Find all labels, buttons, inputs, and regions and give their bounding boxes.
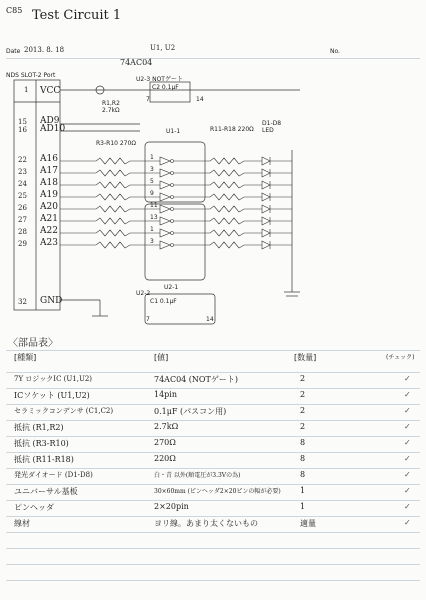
ic-part: 74AC04 <box>120 58 153 67</box>
connector-pin-number: 22 <box>18 156 27 164</box>
bom-row <box>14 486 420 499</box>
col-check: (チェック) <box>386 354 415 361</box>
connector-pin-name: A16 <box>40 154 58 164</box>
bom-row <box>14 470 420 483</box>
led-symbol <box>262 217 270 225</box>
header-label: NDS SLOT-2 Port <box>6 72 56 79</box>
led-trace <box>174 170 262 176</box>
led-trace <box>174 242 262 248</box>
bom-qty-cell: 8 <box>300 454 306 463</box>
led-trace <box>174 182 262 188</box>
connector-pin-number: 24 <box>18 180 27 188</box>
inverter-gate <box>160 205 170 213</box>
bom-value-cell: 2.7kΩ <box>154 422 179 431</box>
connector-pin-number: 26 <box>18 204 27 212</box>
ruled-line <box>6 404 420 405</box>
gate-pin-number: 9 <box>150 190 154 197</box>
u2-cap-bottom-label: U2-2 <box>136 290 151 297</box>
led-symbol <box>262 157 270 165</box>
connector-pin-number: 23 <box>18 168 27 176</box>
bom-qty-cell: 適量 <box>300 519 316 528</box>
ruled-line <box>6 452 420 453</box>
ruled-line <box>6 580 420 581</box>
bom-value-cell: 14pin <box>154 390 178 399</box>
connector-pin-name: AD10 <box>40 124 66 134</box>
connector-pin-name: A21 <box>40 214 58 224</box>
ruled-line <box>6 350 420 351</box>
bom-row <box>14 502 420 515</box>
bom-qty-cell: 2 <box>300 422 306 431</box>
ruled-line <box>6 500 420 501</box>
inverter-gate <box>160 169 170 177</box>
bom-qty-cell: 8 <box>300 470 306 479</box>
gate-pin-number: 1 <box>150 154 154 161</box>
date-label: Date <box>6 48 21 55</box>
bom-type-cell: セラミックコンデンサ (C1,C2) <box>14 407 114 415</box>
connector-pin-number: 32 <box>18 298 27 306</box>
u2-bottom-label: U2-1 <box>164 284 179 291</box>
cap-bottom-label: C1 0.1μF <box>150 298 177 305</box>
ruled-line <box>6 564 420 565</box>
led-trace <box>174 206 262 212</box>
connector-pin-number: 29 <box>18 240 27 248</box>
ruled-line <box>6 468 420 469</box>
pin-7-bottom: 7 <box>146 316 150 323</box>
page-title: Test Circuit 1 <box>32 8 122 23</box>
bom-value-cell: 74AC04 (NOTゲート) <box>154 375 238 384</box>
inverter-gate <box>160 193 170 201</box>
led-label: D1-D8 LED <box>262 120 282 134</box>
bom-check-cell: ✓ <box>404 406 411 415</box>
pin-14-bottom: 14 <box>206 316 214 323</box>
bom-type-cell: 発光ダイオード (D1-D8) <box>14 471 93 479</box>
pin-14-top: 14 <box>196 96 204 103</box>
bom-row <box>14 390 420 403</box>
r-pullup-label: R1,R2 2.7kΩ <box>102 100 120 114</box>
bom-type-cell: ピンヘッダ <box>14 503 54 512</box>
ruled-line <box>6 372 420 373</box>
ruled-line <box>6 420 420 421</box>
col-value: [値] <box>154 353 169 362</box>
gate-pin-number: 3 <box>150 166 154 173</box>
bom-qty-cell: 1 <box>300 502 306 511</box>
bom-header-row <box>14 352 420 365</box>
bom-check-cell: ✓ <box>404 518 411 527</box>
connector-pin-number: 1 <box>24 86 29 94</box>
led-trace <box>174 194 262 200</box>
r-bank-label: R3-R10 270Ω <box>96 140 136 147</box>
bom-check-cell: ✓ <box>404 486 411 495</box>
bom-qty-cell: 8 <box>300 438 306 447</box>
bom-type-cell: 線材 <box>14 519 30 528</box>
connector-pin-number: 25 <box>18 192 27 200</box>
inverter-gate <box>160 241 170 249</box>
inverter-gate <box>160 181 170 189</box>
bom-qty-cell: 1 <box>300 486 306 495</box>
inverter-gate <box>160 217 170 225</box>
u2-gate-label: U2-3 NOTゲート <box>136 76 183 83</box>
led-symbol <box>262 229 270 237</box>
bom-row <box>14 422 420 435</box>
connector-pin-name: A19 <box>40 190 58 200</box>
bom-check-cell: ✓ <box>404 374 411 383</box>
bom-type-cell: ユニバーサル基板 <box>14 487 78 496</box>
bom-check-cell: ✓ <box>404 502 411 511</box>
page-code: C85 <box>6 6 23 15</box>
col-type: [種類] <box>14 353 37 362</box>
u1-outline <box>145 142 205 202</box>
led-trace <box>174 158 262 164</box>
bom-value-cell: ヨリ線。あまり太くないもの <box>154 519 258 528</box>
cap-top-label: C2 0.1μF <box>152 84 179 91</box>
led-trace <box>174 230 262 236</box>
pin-7-top: 7 <box>146 96 150 103</box>
bom-row <box>14 406 420 419</box>
bom-check-cell: ✓ <box>404 422 411 431</box>
connector-pin-name: A17 <box>40 166 58 176</box>
connector-pin-number: 15 <box>18 118 27 126</box>
led-trace <box>174 218 262 224</box>
connector-pin-name: A18 <box>40 178 58 188</box>
bom-type-cell: ICソケット (U1,U2) <box>14 391 90 400</box>
bom-type-cell: 抵抗 (R3-R10) <box>14 439 69 448</box>
led-symbol <box>262 193 270 201</box>
bom-check-cell: ✓ <box>404 438 411 447</box>
connector-pin-name: A22 <box>40 226 58 236</box>
ruled-line <box>6 548 420 549</box>
bom-title: 〈部品表〉 <box>8 338 58 349</box>
led-symbol <box>262 181 270 189</box>
bom-type-cell: 7Y ロジックIC (U1,U2) <box>14 375 93 383</box>
bom-value-cell: 30×60mm (ピンヘッダ2×20ピンの幅が必要) <box>154 488 281 495</box>
col-qty: [数量] <box>294 353 317 362</box>
inverter-gate <box>160 157 170 165</box>
bom-value-cell: 220Ω <box>154 454 176 463</box>
connector-pin-name: A23 <box>40 238 58 248</box>
bom-value-cell: 2×20pin <box>154 502 189 511</box>
connector-pin-name: VCC <box>40 86 61 96</box>
bom-value-cell: 白・青 以外(順電圧が3.3Vの為) <box>154 472 241 479</box>
gate-pin-number: 5 <box>150 178 154 185</box>
bom-qty-cell: 2 <box>300 390 306 399</box>
gate-pin-number: 13 <box>150 214 158 221</box>
bom-qty-cell: 2 <box>300 406 306 415</box>
gate-pin-number: 1 <box>150 226 154 233</box>
ruled-line <box>6 484 420 485</box>
bom-row <box>14 518 420 531</box>
led-symbol <box>262 205 270 213</box>
r-series-label: R11-R18 220Ω <box>210 126 254 133</box>
gate-pin-number: 11 <box>150 202 158 209</box>
bom-row <box>14 454 420 467</box>
connector-pin-name: AD9 <box>40 116 60 126</box>
bom-check-cell: ✓ <box>404 390 411 399</box>
ruled-line <box>6 436 420 437</box>
ic-ref: U1, U2 <box>150 44 176 52</box>
led-symbol <box>262 169 270 177</box>
bom-qty-cell: 2 <box>300 374 306 383</box>
bom-row <box>14 374 420 387</box>
led-symbol <box>262 241 270 249</box>
ruled-line <box>6 532 420 533</box>
connector-pin-number: 28 <box>18 228 27 236</box>
connector-pin-name: GND <box>40 296 63 306</box>
no-label: No. <box>330 48 340 55</box>
connector-pin-number: 27 <box>18 216 27 224</box>
bom-value-cell: 270Ω <box>154 438 176 447</box>
bom-check-cell: ✓ <box>404 470 411 479</box>
inverter-gate <box>160 229 170 237</box>
ruled-line <box>6 516 420 517</box>
bom-type-cell: 抵抗 (R11-R18) <box>14 455 74 464</box>
connector-pin-number: 16 <box>18 126 27 134</box>
ruled-line <box>6 388 420 389</box>
bom-check-cell: ✓ <box>404 454 411 463</box>
date-value: 2013. 8. 18 <box>24 46 65 54</box>
bom-type-cell: 抵抗 (R1,R2) <box>14 423 64 432</box>
gate-pin-number: 3 <box>150 238 154 245</box>
u1-label: U1-1 <box>166 128 181 135</box>
connector-pin-name: A20 <box>40 202 58 212</box>
bom-row <box>14 438 420 451</box>
bom-value-cell: 0.1μF (パスコン用) <box>154 407 227 416</box>
